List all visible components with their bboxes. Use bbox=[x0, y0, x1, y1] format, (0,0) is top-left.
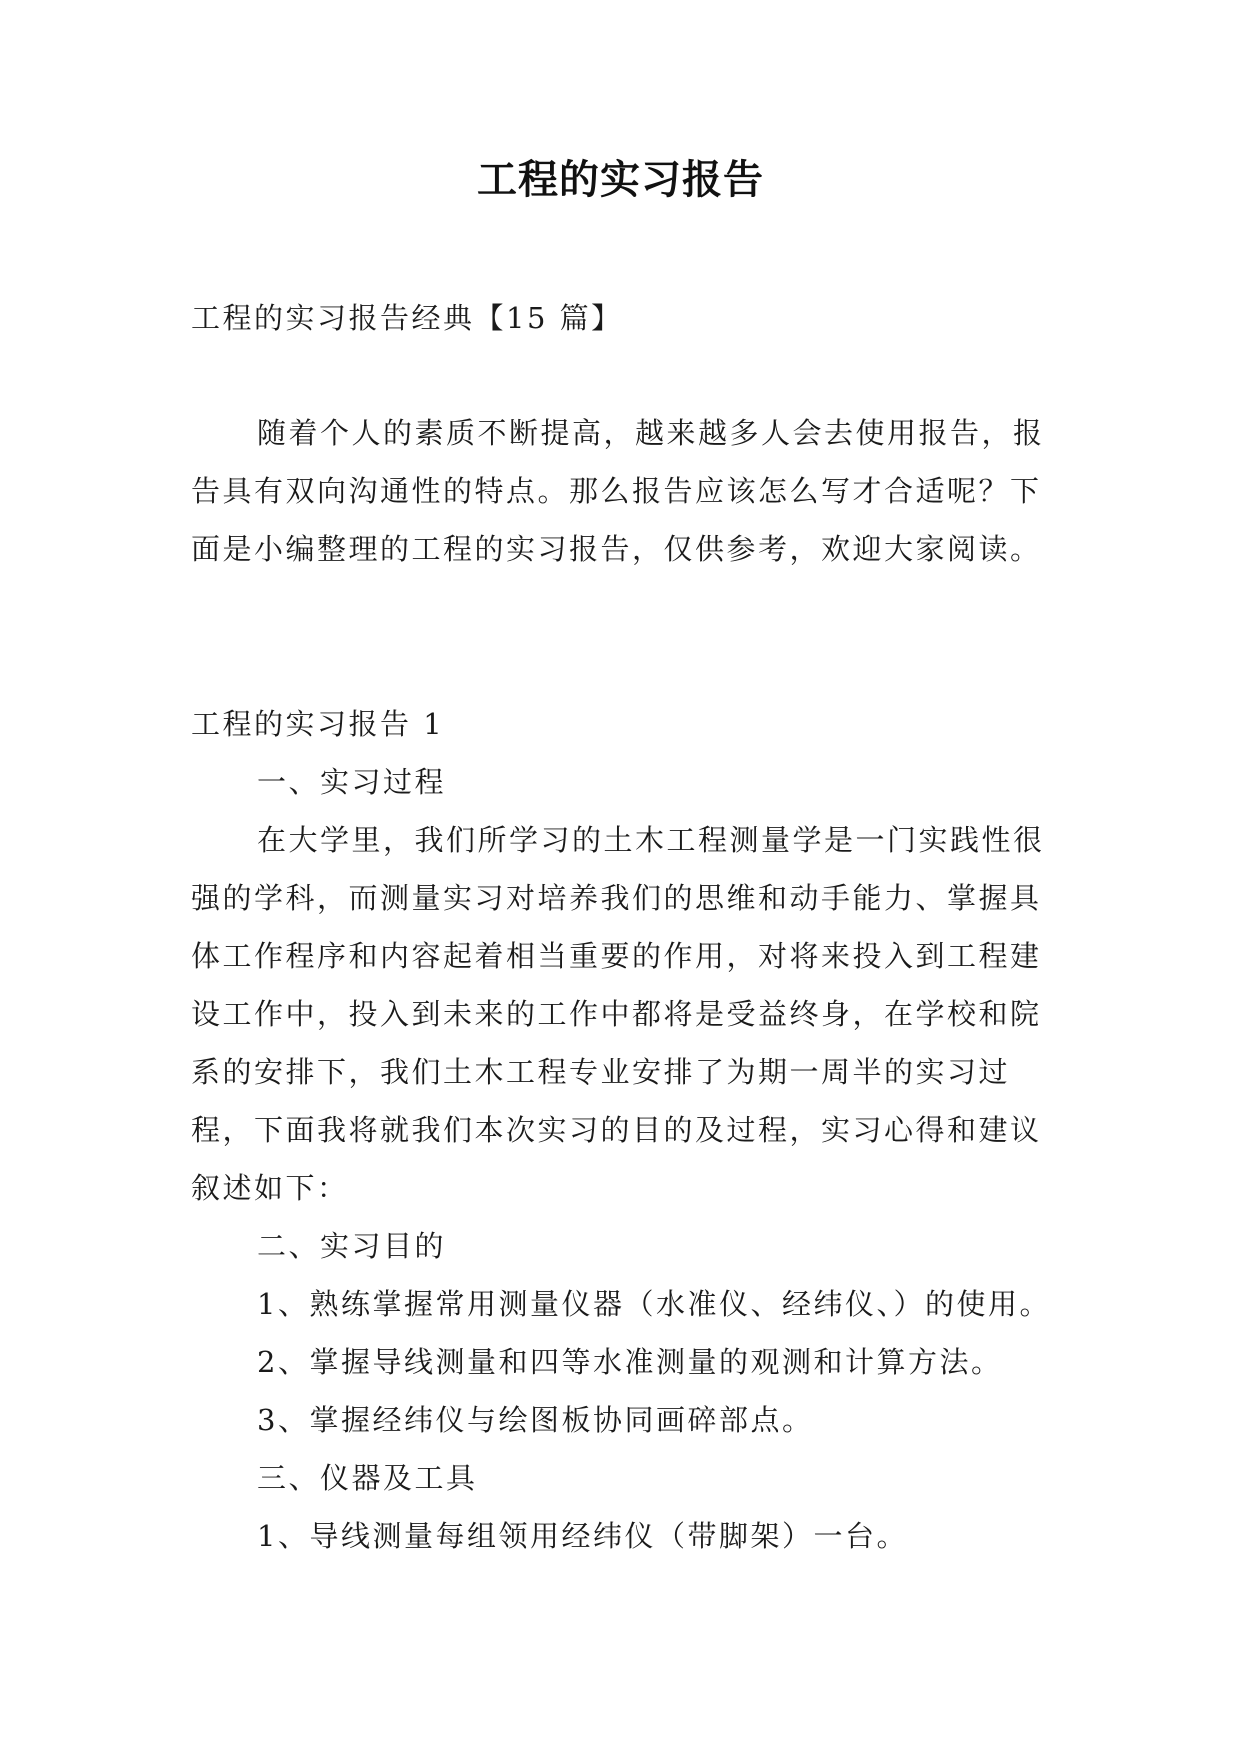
goal-item-3: 3、掌握经纬仪与绘图板协同画碎部点。 bbox=[257, 1403, 814, 1437]
paragraph-internship-process: 在大学里，我们所学习的土木工程测量学是一门实践性很强的学科，而测量实习对培养我们的思维和动手能力、掌握具体工作程序和内容起着相当重要的作用，对将来投入到工程建设工作中，投入到未来的工作中都将是受益终身，在学校和院系的安排下，我们土木工程专业安排了为期一周半的实习过程，下面我将就我们本次实习的目的及过程，实习心得和建议叙述如下： bbox=[191, 823, 1045, 1205]
heading-internship-goals: 二、实习目的 bbox=[257, 1229, 447, 1263]
heading-instruments-tools: 三、仪器及工具 bbox=[257, 1461, 478, 1495]
document-title: 工程的实习报告 bbox=[477, 156, 764, 203]
section-title: 工程的实习报告 1 bbox=[191, 707, 445, 741]
section-1 bbox=[191, 695, 1071, 1565]
intro-paragraph: 随着个人的素质不断提高，越来越多人会去使用报告，报告具有双向沟通性的特点。那么报告应该怎么写才合适呢？下面是小编整理的工程的实习报告，仅供参考，欢迎大家阅读。 bbox=[191, 416, 1045, 566]
goal-item-2: 2、掌握导线测量和四等水准测量的观测和计算方法。 bbox=[257, 1345, 1003, 1379]
tool-item-1: 1、导线测量每组领用经纬仪（带脚架）一台。 bbox=[257, 1519, 908, 1553]
document-subtitle: 工程的实习报告经典【15 篇】 bbox=[191, 301, 623, 335]
goal-item-1: 1、熟练掌握常用测量仪器（水准仪、经纬仪、）的使用。 bbox=[257, 1287, 1051, 1321]
heading-internship-process: 一、实习过程 bbox=[257, 765, 447, 799]
